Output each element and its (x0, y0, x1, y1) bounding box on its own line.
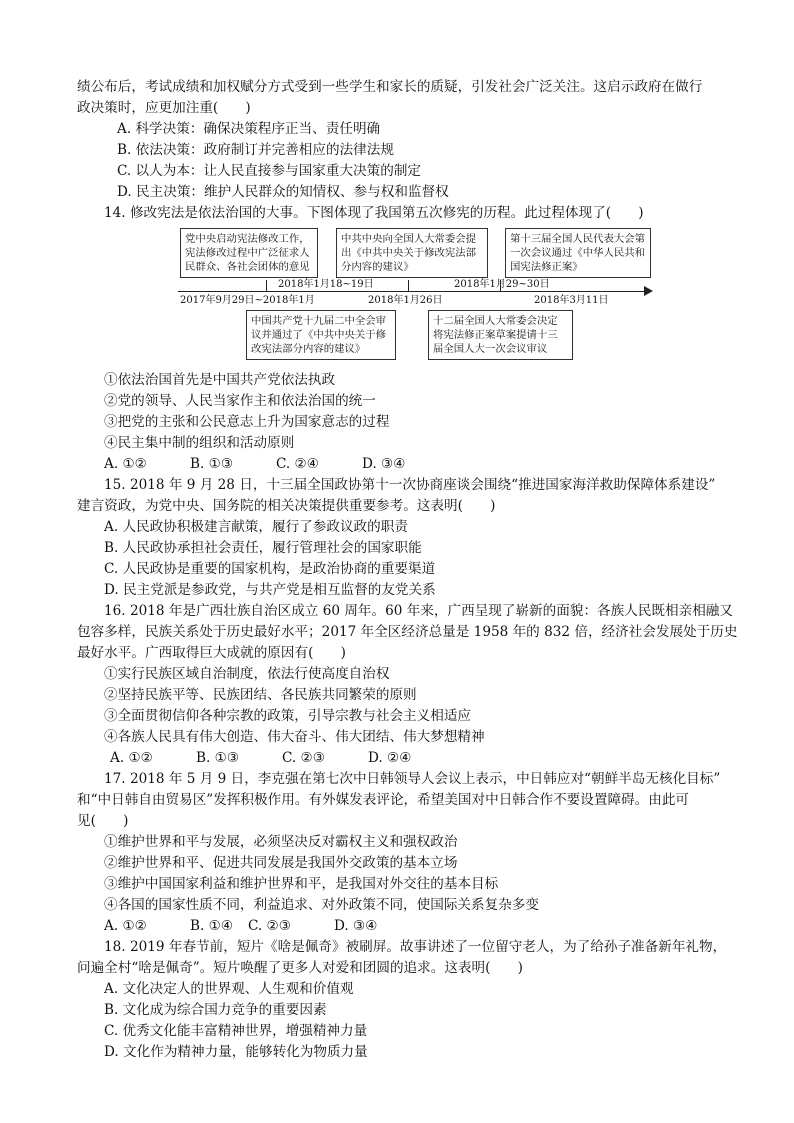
q16-answers (110, 748, 411, 768)
q17-answer-a: A. ①② (104, 918, 147, 934)
q15-option-d: D. 民主党派是参政党，与共产党是相互监督的友党关系 (104, 582, 436, 598)
q14-item-1: ①依法治国首先是中国共产党依法执政 (104, 372, 336, 388)
constitution-amendment-timeline (178, 226, 658, 366)
q13-stem-line2: 政决策时，应更加注重( ) (77, 100, 251, 116)
q16-answer-c: C. ②③ (282, 750, 325, 766)
q16-stem-line1: 16. 2018 年是广西壮族自治区成立 60 周年。60 年来，广西呈现了崭新的面貌：各族人民既相亲相融又 (104, 603, 733, 619)
timeline-tick (408, 280, 409, 291)
q15-option-b: B. 人民政协承担社会责任，履行管理社会的国家职能 (104, 540, 422, 556)
q16-answer-a: A. ①② (110, 750, 153, 766)
timeline-box-3: 第十三届全国人民代表大会第一次会议通过《中华人民共和国宪法修正案》 (505, 228, 651, 278)
q14-answer-a: A. ①② (104, 456, 147, 472)
q16-stem-line2: 包容多样，民族关系处于历史最好水平；2017 年全区经济总量是 1958 年的 832 倍，经济社会发展处于历史 (77, 624, 738, 640)
q16-answer-b: B. ①③ (196, 750, 240, 766)
q17-answer-d: D. ③④ (334, 918, 378, 934)
q18-stem-line1: 18. 2019 年春节前，短片《啥是佩奇》被刷屏。故事讲述了一位留守老人，为了给孙子准备新年礼物， (104, 939, 727, 955)
q18-option-b: B. 文化成为综合国力竞争的重要因素 (104, 1002, 327, 1018)
q18-stem-line2: 问遍全村“啥是佩奇”。短片唤醒了更多人对爱和团圆的追求。这表明( ) (77, 960, 523, 976)
q17-item-2: ②维护世界和平、促进共同发展是我国外交政策的基本立场 (104, 855, 458, 871)
q18-option-c: C. 优秀文化能丰富精神世界，增强精神力量 (104, 1023, 368, 1039)
timeline-date-1: 2017年9月29日~2018年1月 (180, 295, 315, 306)
q16-item-2: ②坚持民族平等、民族团结、各民族共同繁荣的原则 (104, 687, 417, 703)
timeline-date-5: 2018年3月11日 (534, 295, 609, 306)
q13-option-a: A. 科学决策：确保决策程序正当、责任明确 (117, 121, 381, 137)
q17-stem-line3: 见( ) (77, 813, 129, 829)
q14-item-4: ④民主集中制的组织和活动原则 (104, 435, 295, 451)
timeline-date-3: 2018年1月26日 (368, 295, 443, 306)
q17-answer-b: B. ①④ (190, 918, 234, 934)
timeline-tick (266, 280, 267, 291)
q17-answer-c: C. ②③ (248, 918, 291, 934)
timeline-box-1: 党中央启动宪法修改工作，宪法修改过程中广泛征求人民群众、各社会团体的意见 (180, 228, 318, 278)
q16-answer-d: D. ②④ (368, 750, 412, 766)
timeline-axis (178, 291, 648, 292)
q17-item-3: ③维护中国国家利益和维护世界和平，是我国对外交往的基本目标 (104, 876, 499, 892)
q17-item-4: ④各国的国家性质不同，利益追求、对外政策不同，使国际关系复杂多变 (104, 897, 539, 913)
q16-item-3: ③全面贯彻信仰各种宗教的政策，引导宗教与社会主义相适应 (104, 708, 472, 724)
timeline-arrow (644, 286, 653, 296)
timeline-date-2: 2018年1月18~19日 (278, 279, 374, 290)
timeline-date-4: 2018年1月29~30日 (454, 279, 550, 290)
q14-item-3: ③把党的主张和公民意志上升为国家意志的过程 (104, 414, 390, 430)
q15-option-c: C. 人民政协是重要的国家机构，是政治协商的重要渠道 (104, 561, 436, 577)
q14-answer-d: D. ③④ (362, 456, 406, 472)
q17-item-1: ①维护世界和平与发展，必须坚决反对霸权主义和强权政治 (104, 834, 458, 850)
q15-option-a: A. 人民政协积极建言献策，履行了参政议政的职责 (104, 519, 408, 535)
q14-answers (104, 454, 405, 474)
q17-stem-line2: 和“中日韩自由贸易区”发挥积极作用。有外媒发表评论，希望美国对中日韩合作不要设置障碍。由此可 (77, 792, 690, 808)
q16-item-1: ①实行民族区域自治制度，依法行使高度自治权 (104, 666, 390, 682)
q14-item-2: ②党的领导、人民当家作主和依法治国的统一 (104, 393, 376, 409)
q13-option-c: C. 以人为本：让人民直接参与国家重大决策的制定 (117, 163, 422, 179)
q14-answer-c: C. ②④ (276, 456, 319, 472)
q15-stem-line2: 建言资政，为党中央、国务院的相关决策提供重要参考。这表明( ) (77, 498, 496, 514)
q17-stem-line1: 17. 2018 年 5 月 9 日，李克强在第七次中日韩领导人会议上表示，中日韩应对“朝鲜半岛无核化目标” (104, 771, 721, 787)
q18-option-d: D. 文化作为精神力量，能够转化为物质力量 (104, 1044, 368, 1060)
q14-stem: 14. 修改宪法是依法治国的大事。下图体现了我国第五次修宪的历程。此过程体现了( ) (104, 205, 644, 221)
q15-stem-line1: 15. 2018 年 9 月 28 日，十三届全国政协第十一次协商座谈会围绕“推进国家海洋救助保障体系建设” (104, 477, 716, 493)
q13-option-b: B. 依法决策：政府制订并完善相应的法律法规 (117, 142, 394, 158)
q14-answer-b: B. ①③ (190, 456, 234, 472)
q13-stem-line1: 绩公布后，考试成绩和加权赋分方式受到一些学生和家长的质疑，引发社会广泛关注。这启示政府在做行 (77, 79, 703, 95)
timeline-box-4: 中国共产党十九届二中全会审议并通过了《中共中央关于修改宪法部分内容的建议》 (246, 310, 396, 360)
q17-answers (104, 916, 377, 936)
timeline-box-5: 十二届全国人大常委会决定将宪法修正案草案提请十三届全国人大一次会议审议 (428, 310, 573, 360)
q16-stem-line3: 最好水平。广西取得巨大成就的原因有( ) (77, 645, 346, 661)
q18-option-a: A. 文化决定人的世界观、人生观和价值观 (104, 981, 354, 997)
timeline-box-2: 中共中央向全国人大常委会提出《中共中央关于修改宪法部分内容的建议》 (336, 228, 488, 278)
q16-item-4: ④各族人民具有伟大创造、伟大奋斗、伟大团结、伟大梦想精神 (104, 729, 485, 745)
q13-option-d: D. 民主决策：维护人民群众的知情权、参与权和监督权 (117, 184, 449, 200)
